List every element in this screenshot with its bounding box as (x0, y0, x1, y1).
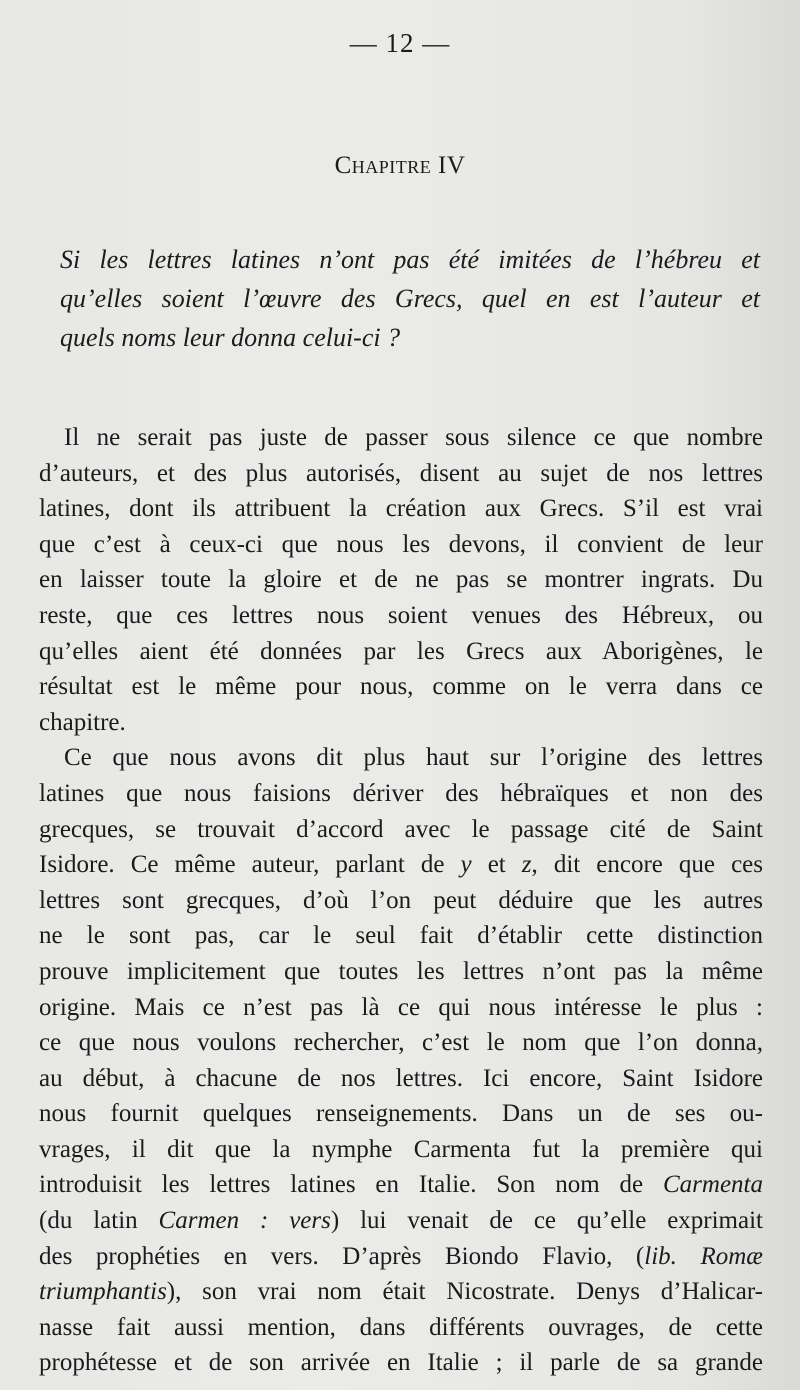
page-number: — 12 — (349, 28, 451, 58)
text-line: vrages, il dit que la nymphe Carmenta fut la première qui (39, 1135, 763, 1163)
text-line: ne le sont pas, car le seul fait d’établir cette distinction (39, 922, 763, 950)
text-line: d’auteurs, et des plus autorisés, disent au sujet de nos lettres (39, 459, 763, 487)
italic-phrase: Carmen : vers (158, 1207, 331, 1235)
text-segment: Isidore. Ce même auteur, parlant de (39, 851, 461, 879)
text-line: que c’est à ceux-ci que nous les devons, il convient de leur (39, 530, 763, 558)
text-line: nasse fait aussi mention, dans différents ouvrages, de cette (39, 1313, 763, 1341)
text-segment: ), son vrai nom était Nicostrate. Denys d’Halicar- (166, 1278, 763, 1306)
text-segment: (du latin (39, 1207, 159, 1235)
text-line (39, 847, 763, 883)
text-segment: ) lui venait de ce qu’elle exprimait (330, 1207, 763, 1235)
text-line: résultat est le même pour nous, comme on le verra dans ce (39, 673, 763, 701)
text-line (39, 1203, 763, 1239)
text-segment: des prophéties en vers. D’après Biondo Flavio, ( (39, 1242, 645, 1270)
italic-letter: z (521, 851, 532, 879)
text-line (39, 1167, 763, 1203)
text-line: lettres sont grecques, d’où l’on peut déduire que les autres (39, 886, 763, 914)
text-line: origine. Mais ce n’est pas là ce qui nous intéresse le plus : (39, 993, 763, 1021)
text-line: au début, à chacune de nos lettres. Ici encore, Saint Isidore (39, 1064, 763, 1092)
body-text (39, 420, 763, 1381)
text-segment: et (471, 851, 522, 879)
text-line: ce que nous voulons rechercher, c’est le nom que l’on donna, (39, 1029, 763, 1057)
text-segment: introduisit les lettres latines en Italie. Son nom de (39, 1171, 663, 1199)
italic-letter: y (460, 851, 472, 879)
subtitle-line: Si les lettres latines n’ont pas été imitées de l’hébreu et (60, 245, 760, 274)
text-line: qu’elles aient été données par les Grecs aux Aborigènes, le (39, 637, 763, 665)
text-line: nous fournit quelques renseignements. Dans un de ses ou- (39, 1100, 763, 1128)
italic-name: Carmenta (663, 1171, 763, 1199)
italic-title: triumphantis (39, 1278, 167, 1306)
text-segment: , dit encore que ces (531, 851, 763, 879)
text-line: latines que nous faisions dériver des hébraïques et non des (39, 779, 763, 807)
text-line (39, 1239, 763, 1275)
text-line: prouve implicitement que toutes les lettres n’ont pas la même (39, 957, 763, 985)
chapter-title: Chapitre IV (334, 152, 466, 179)
subtitle-line: quels noms leur donna celui-ci ? (60, 323, 401, 352)
text-line: Il ne serait pas juste de passer sous silence ce que nombre (64, 424, 763, 451)
italic-title: lib. Romæ (644, 1242, 763, 1270)
text-line: reste, que ces lettres nous soient venues des Hébreux, ou (39, 601, 763, 629)
subtitle-line: qu’elles soient l’œuvre des Grecs, quel en est l’auteur et (60, 284, 760, 313)
text-line (39, 1274, 763, 1310)
text-line: Ce que nous avons dit plus haut sur l’origine des lettres (64, 744, 763, 772)
text-line: latines, dont ils attribuent la création aux Grecs. S’il est vrai (39, 495, 763, 523)
text-line: chapitre. (39, 708, 126, 736)
text-line: prophétesse et de son arrivée en Italie ; il parle de sa grande (39, 1349, 763, 1377)
text-line: grecques, se trouvait d’accord avec le passage cité de Saint (39, 815, 763, 843)
chapter-subtitle (60, 240, 760, 357)
text-line: en laisser toute la gloire et de ne pas se montrer ingrats. Du (39, 566, 763, 594)
